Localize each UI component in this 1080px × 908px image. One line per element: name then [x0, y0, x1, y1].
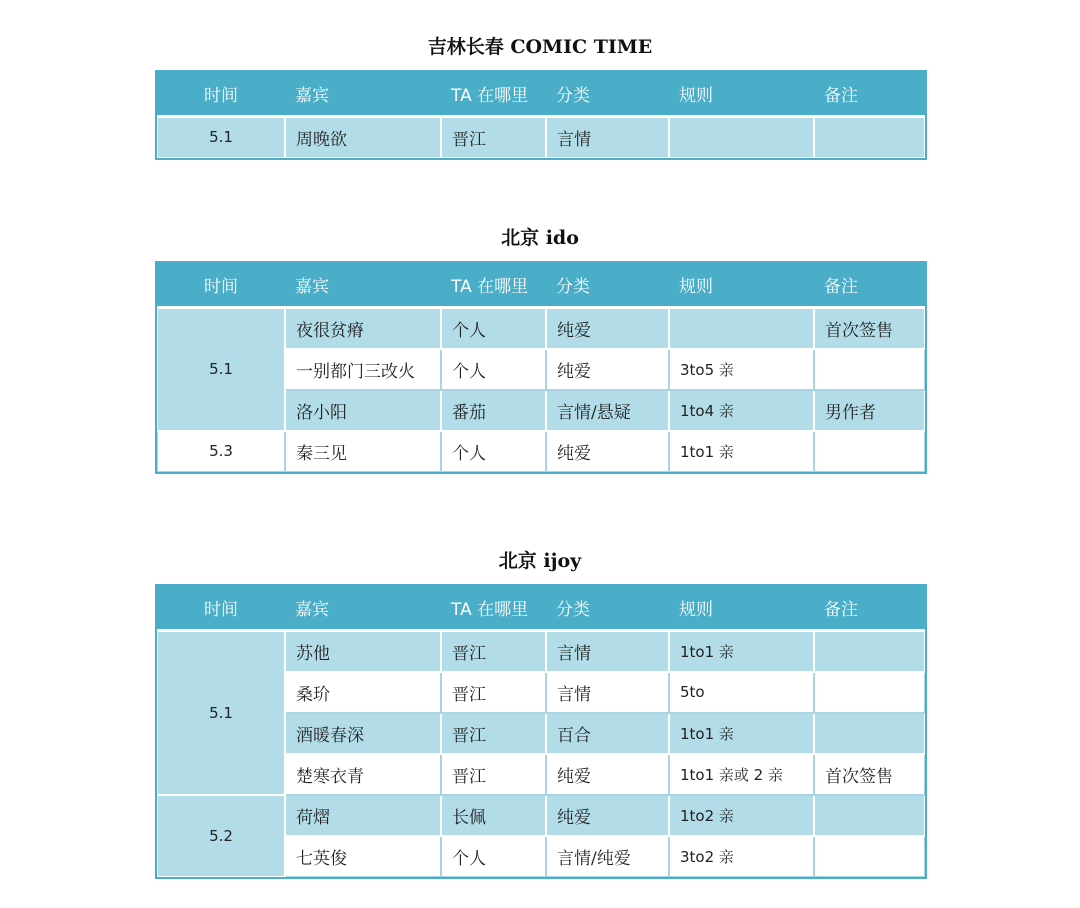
rule-cell — [669, 390, 814, 431]
rule-cell — [669, 713, 814, 754]
header-rule: 规则 — [669, 71, 814, 117]
table-header-row — [157, 71, 925, 117]
section-title-comic-time: 吉林长春 COMIC TIME — [427, 36, 653, 58]
header-guest: 嘉宾 — [285, 585, 441, 631]
rule-text: 1to4 亲 — [680, 401, 734, 420]
guest-cell: 苏他 — [285, 631, 441, 672]
rule-cell — [669, 308, 814, 349]
schedule-table-ido — [156, 262, 926, 473]
rule-cell — [669, 754, 814, 795]
category-cell: 言情/纯爱 — [546, 836, 669, 877]
note-cell: 首次签售 — [814, 754, 925, 795]
table-header-row — [157, 585, 925, 631]
time-cell: 5.1 — [157, 308, 285, 431]
note-cell — [814, 431, 925, 472]
rule-text: 5to — [680, 683, 705, 701]
where-cell: 个人 — [441, 431, 546, 472]
schedule-table-comic-time — [156, 71, 926, 159]
table-row — [157, 431, 925, 472]
where-cell: 晋江 — [441, 631, 546, 672]
rule-cell — [669, 795, 814, 836]
where-cell: 晋江 — [441, 117, 546, 158]
where-cell: 个人 — [441, 308, 546, 349]
category-cell: 言情/悬疑 — [546, 390, 669, 431]
rule-text: 3to2 亲 — [680, 847, 734, 866]
time-cell: 5.1 — [157, 117, 285, 158]
rule-text: 1to1 亲 — [680, 642, 734, 661]
header-time: 时间 — [157, 262, 285, 308]
category-cell: 言情 — [546, 631, 669, 672]
header-note: 备注 — [814, 71, 925, 117]
header-category: 分类 — [546, 71, 669, 117]
table-header-row — [157, 262, 925, 308]
category-cell: 百合 — [546, 713, 669, 754]
guest-cell: 荷熠 — [285, 795, 441, 836]
category-cell: 纯爱 — [546, 754, 669, 795]
category-cell: 言情 — [546, 672, 669, 713]
guest-cell: 洛小阳 — [285, 390, 441, 431]
where-cell: 晋江 — [441, 672, 546, 713]
table-row — [157, 117, 925, 158]
note-cell — [814, 713, 925, 754]
header-rule: 规则 — [669, 585, 814, 631]
header-time: 时间 — [157, 71, 285, 117]
category-cell: 纯爱 — [546, 795, 669, 836]
guest-cell: 酒暖春深 — [285, 713, 441, 754]
category-cell: 纯爱 — [546, 431, 669, 472]
guest-cell: 夜很贫瘠 — [285, 308, 441, 349]
rule-text: 1to1 亲 — [680, 724, 734, 743]
note-cell — [814, 349, 925, 390]
header-note: 备注 — [814, 585, 925, 631]
where-cell: 个人 — [441, 349, 546, 390]
guest-cell: 七英俊 — [285, 836, 441, 877]
note-cell — [814, 795, 925, 836]
header-note: 备注 — [814, 262, 925, 308]
rule-cell — [669, 431, 814, 472]
where-cell: 长佩 — [441, 795, 546, 836]
category-cell: 纯爱 — [546, 308, 669, 349]
rule-text: 1to1 亲 — [680, 442, 734, 461]
section-title-ijoy: 北京 ijoy — [498, 550, 582, 572]
category-cell: 言情 — [546, 117, 669, 158]
where-cell: 晋江 — [441, 713, 546, 754]
header-category: 分类 — [546, 262, 669, 308]
time-cell: 5.1 — [157, 631, 285, 795]
header-category: 分类 — [546, 585, 669, 631]
time-cell: 5.2 — [157, 795, 285, 877]
table-row — [157, 308, 925, 349]
header-guest: 嘉宾 — [285, 71, 441, 117]
rule-text: 3to5 亲 — [680, 360, 734, 379]
time-cell: 5.3 — [157, 431, 285, 472]
guest-cell: 一别都门三改火 — [285, 349, 441, 390]
note-cell — [814, 117, 925, 158]
table-row — [157, 631, 925, 672]
guest-cell: 秦三见 — [285, 431, 441, 472]
header-where: TA 在哪里 — [441, 585, 546, 631]
guest-cell: 桑玠 — [285, 672, 441, 713]
table-row — [157, 795, 925, 836]
where-cell: 番茄 — [441, 390, 546, 431]
rule-cell — [669, 349, 814, 390]
header-guest: 嘉宾 — [285, 262, 441, 308]
guest-cell: 楚寒衣青 — [285, 754, 441, 795]
note-cell — [814, 836, 925, 877]
rule-cell — [669, 631, 814, 672]
rule-cell — [669, 836, 814, 877]
note-cell — [814, 672, 925, 713]
where-cell: 晋江 — [441, 754, 546, 795]
rule-text: 1to1 亲或 2 亲 — [680, 765, 783, 784]
where-cell: 个人 — [441, 836, 546, 877]
guest-cell: 周晚欲 — [285, 117, 441, 158]
note-cell — [814, 631, 925, 672]
rule-cell — [669, 117, 814, 158]
rule-text: 1to2 亲 — [680, 806, 734, 825]
header-where: TA 在哪里 — [441, 71, 546, 117]
rule-cell — [669, 672, 814, 713]
header-rule: 规则 — [669, 262, 814, 308]
header-time: 时间 — [157, 585, 285, 631]
category-cell: 纯爱 — [546, 349, 669, 390]
section-title-ido: 北京 ido — [501, 227, 579, 249]
note-cell: 首次签售 — [814, 308, 925, 349]
note-cell: 男作者 — [814, 390, 925, 431]
header-where: TA 在哪里 — [441, 262, 546, 308]
schedule-table-ijoy — [156, 585, 926, 878]
